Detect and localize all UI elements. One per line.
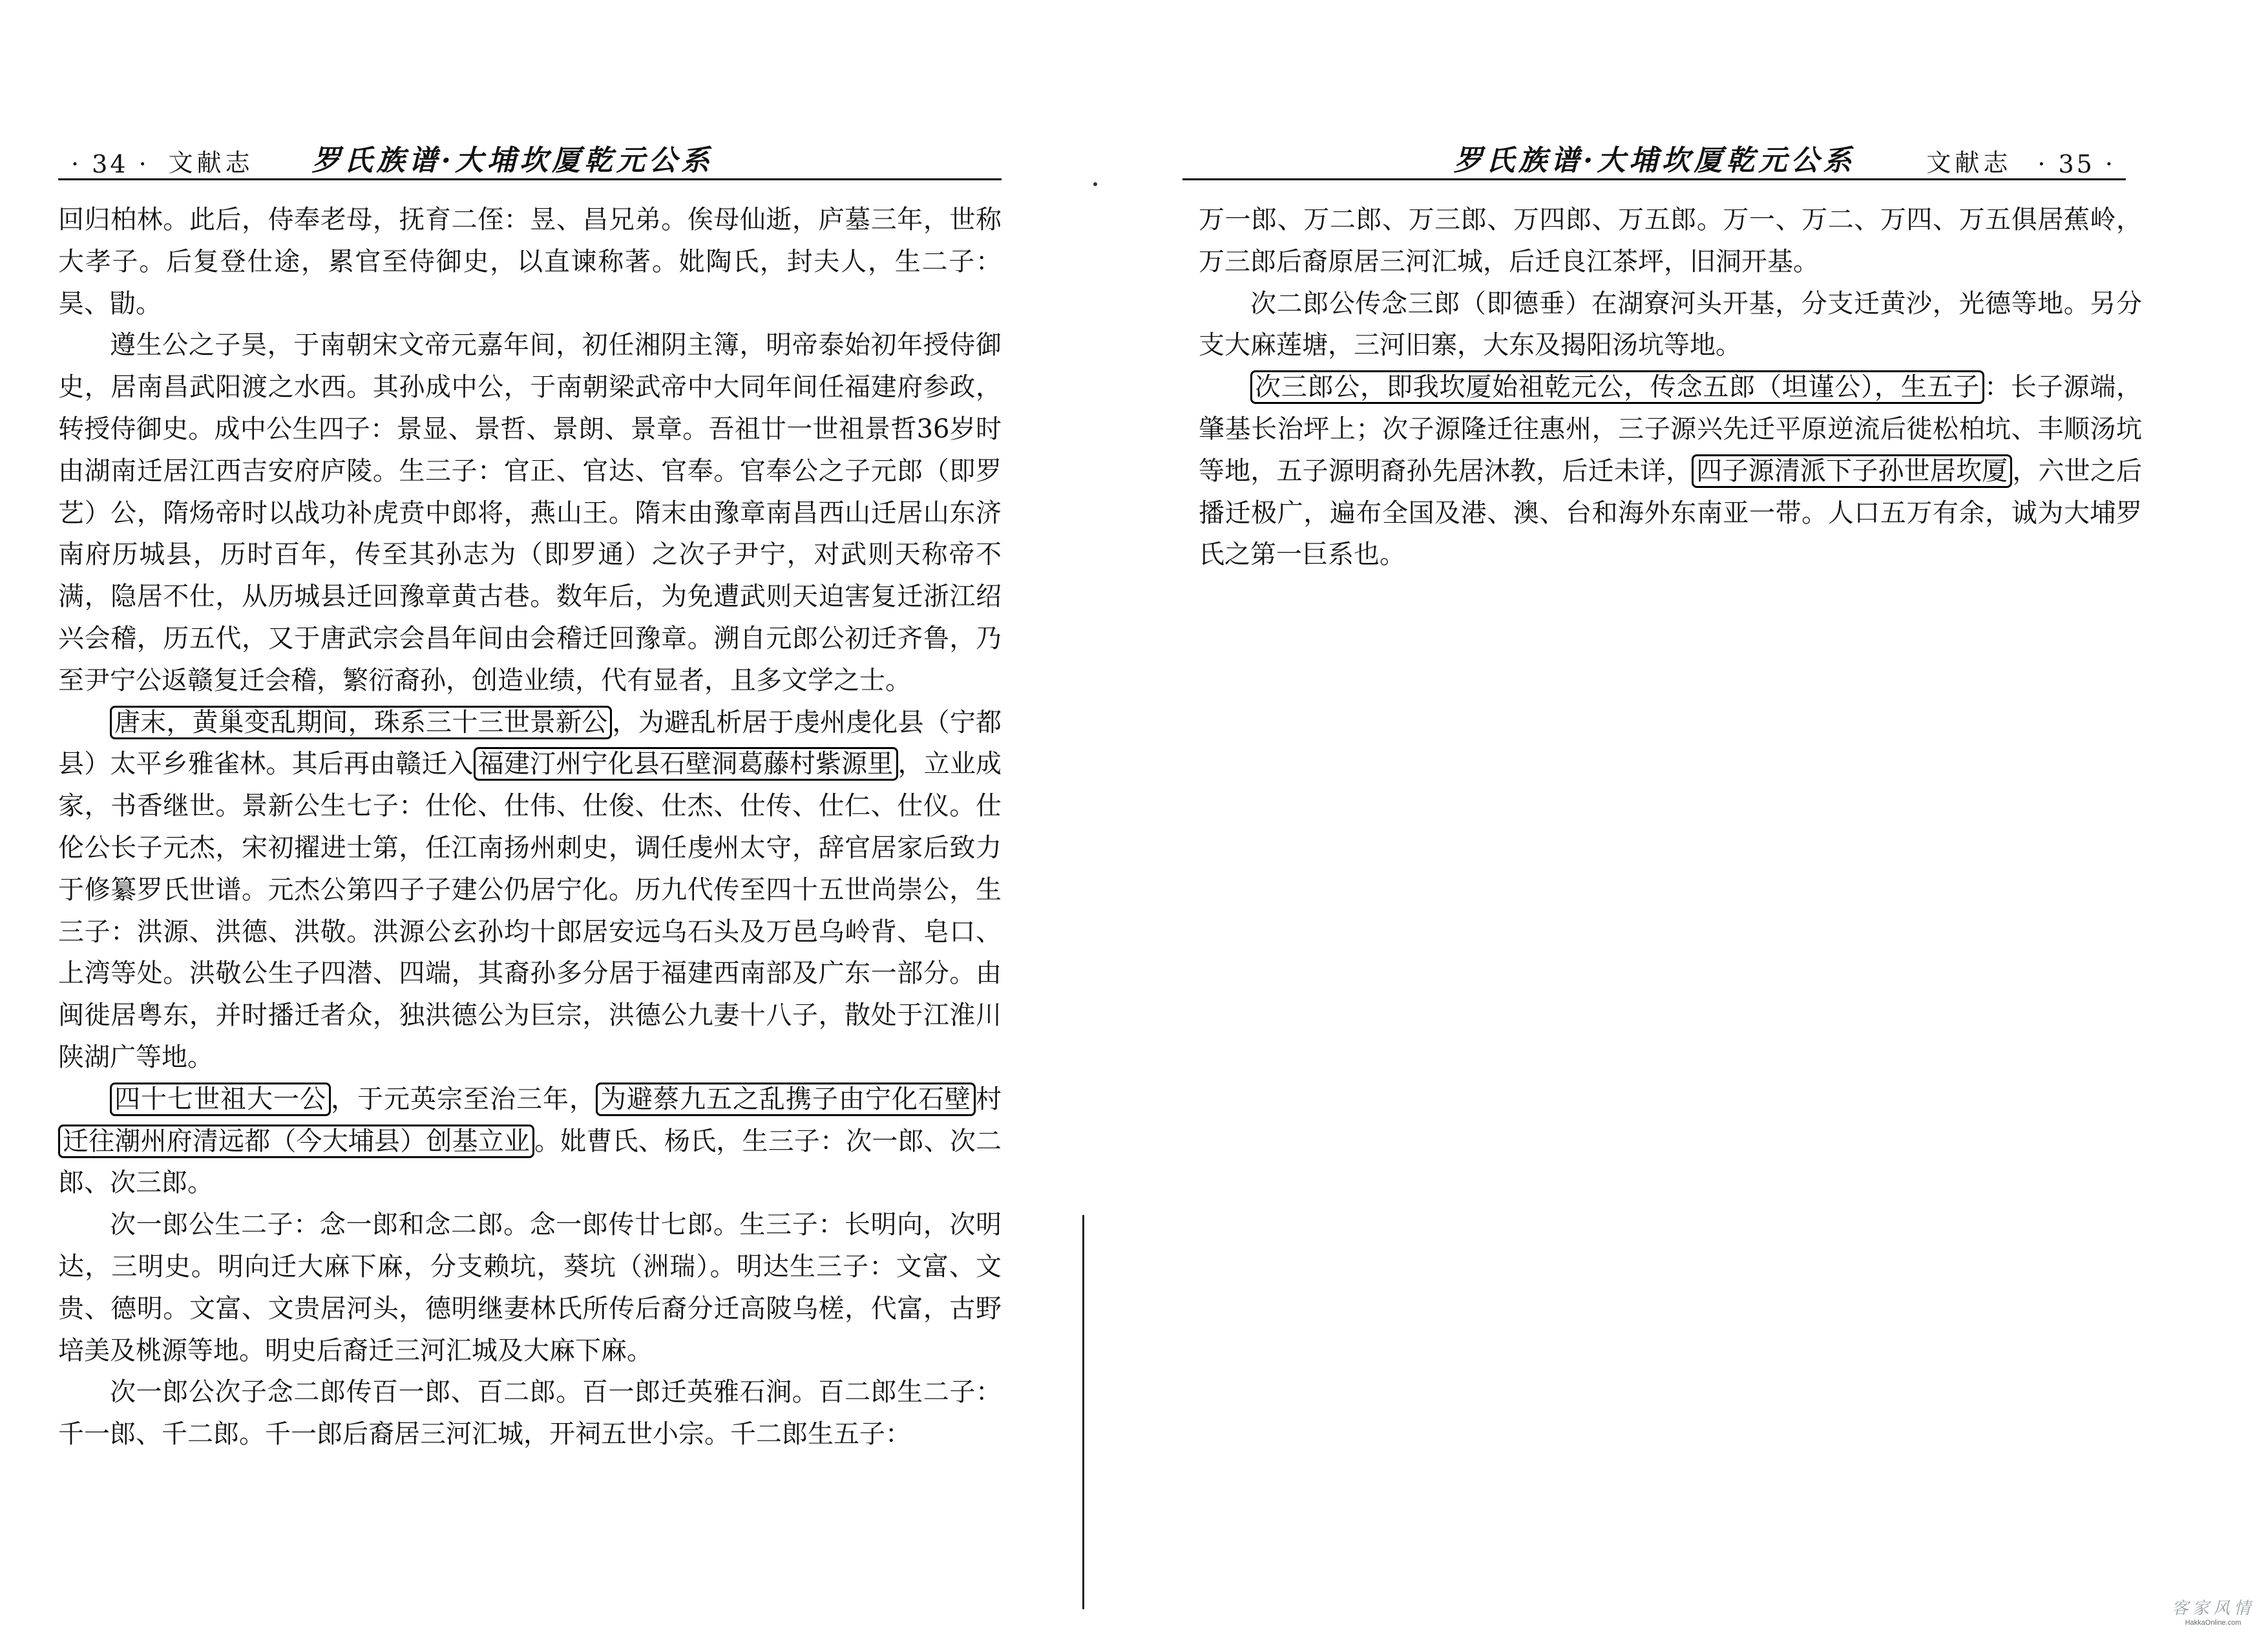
paragraph xyxy=(58,1204,1002,1371)
watermark-url: HakkaOnline.com xyxy=(2185,1619,2242,1627)
text-segment: 万一郎、万二郎、万三郎、万四郎、万五郎。万一、万二、万四、万五俱居蕉岭，万三郎后裔原居三河汇城，后迁良江茶坪，旧洞开基。 xyxy=(1199,205,2142,277)
paragraph xyxy=(58,199,1002,324)
left-page-header xyxy=(71,137,1008,178)
boxed-phrase: 唐末，黄巢变乱期间，珠系三十三世景新公 xyxy=(110,706,612,739)
left-page-body xyxy=(58,199,1002,1455)
right-header-rule xyxy=(1182,178,2126,180)
right-page-body xyxy=(1199,199,2142,576)
text-segment: 回归柏林。此后，侍奉老母，抚育二侄：昱、昌兄弟。俟母仙逝，庐墓三年，世称大孝子。后复登仕途，累官至侍御史，以直谏称著。妣陶氏，封夫人，生二子：昊、勖。 xyxy=(58,205,1002,319)
text-segment: 村 xyxy=(976,1084,1002,1114)
left-header-rule xyxy=(58,178,1002,180)
text-segment: ，立业成家，书香继世。景新公生七子：仕伦、仕伟、仕俊、仕杰、仕传、仕仁、仕仪。仕伦公长子元杰，宋初擢进士第，任江南扬州刺史，调任虔州太守，辞官居家后致力于修纂罗氏世谱。元杰公第四子子建公仍居宁化。历九代传至四十五世尚崇公，生三子：洪源、洪德、洪敬。洪源公玄孙均十郎居安远乌石头及万邑乌岭背、皂口、上湾等处。洪敬公生子四潜、四端，其裔孙多分居于福建西南部及广东一部分。由闽徙居粤东，并时播迁者众，独洪德公为巨宗，洪德公九妻十八子，散处于江淮川陕湖广等地。 xyxy=(58,749,1002,1072)
right-book-title: 罗氏族谱·大埔坎厦乾元公系 xyxy=(1454,144,1856,177)
text-segment: ，于元英宗至治三年， xyxy=(331,1084,596,1114)
text-segment: 遵生公之子昊，于南朝宋文帝元嘉年间，初任湘阴主簿，明帝泰始初年授侍御史，居南昌武阳渡之水西。其孙成中公，于南朝梁武帝中大同年间任福建府参政，转授侍御史。成中公生四子：景显、景哲、景朗、景章。吾祖廿一世祖景哲36岁时由湖南迁居江西吉安府庐陵。生三子：官正、官达、官奉。官奉公之子元郎（即罗艺）公，隋炀帝时以战功补虎贲中郎将，燕山王。隋末由豫章南昌西山迁居山东济南府历城县，历时百年，传至其孙志为（即罗通）之次子尹宁，对武则天称帝不满，隐居不仕，从历城县迁回豫章黄古巷。数年后，为免遭武则天迫害复迁浙江绍兴会稽，历五代，又于唐武宗会昌年间由会稽迁回豫章。溯自元郎公初迁齐鲁，乃至尹宁公返赣复迁会稽，繁衍裔孙，创造业绩，代有显者，且多文学之士。 xyxy=(58,330,1002,695)
boxed-phrase: 福建汀州宁化县石壁洞葛藤村紫源里 xyxy=(474,747,898,781)
text-segment: ：长子源端，肇基长治坪上；次子源隆迁往惠州，三子源兴先迁平原逆流后徙松柏坑、丰顺汤坑等地，五子源明裔孙先居沐教，后迁未详， xyxy=(1199,372,2143,486)
left-book-title: 罗氏族谱·大埔坎厦乾元公系 xyxy=(311,144,714,177)
paragraph xyxy=(58,1371,1002,1455)
text-segment: ，六世之后播迁极广，遍布全国及港、澳、台和海外东南亚一带。人口五万有余，诚为大埔罗氏之第一巨系也。 xyxy=(1199,456,2143,570)
paragraph xyxy=(1199,283,2142,367)
paragraph xyxy=(1199,199,2142,283)
watermark-logo: 客家风情 xyxy=(2171,1598,2254,1618)
right-page-number: · 35 · xyxy=(2037,150,2116,178)
paragraph xyxy=(58,324,1002,701)
boxed-phrase: 四十七世祖大一公 xyxy=(110,1083,331,1116)
boxed-phrase: 四子源清派下子孙世居坎厦 xyxy=(1692,454,2012,488)
gutter-dot xyxy=(1093,182,1097,186)
boxed-phrase: 为避蔡九五之乱携子由宁化石壁 xyxy=(596,1083,976,1116)
boxed-phrase: 迁往潮州府清远都（今大埔县）创基立业 xyxy=(58,1125,534,1158)
paragraph xyxy=(58,1079,1002,1204)
right-section-title: 文献志 xyxy=(1926,149,2012,177)
boxed-phrase: 次三郎公，即我坎厦始祖乾元公，传念五郎（坦谨公），生五子 xyxy=(1250,370,1984,404)
left-page xyxy=(0,0,1092,1648)
text-segment: 次一郎公次子念二郎传百一郎、百二郎。百一郎迁英雅石涧。百二郎生二子：千一郎、千二郎。千一郎后裔居三河汇城，开祠五世小宗。千二郎生五子： xyxy=(58,1377,1002,1450)
text-segment: 。妣曹氏、杨氏，生三子：次一郎、次二郎、次三郎。 xyxy=(58,1126,1002,1198)
site-watermark xyxy=(2171,1595,2255,1627)
paragraph xyxy=(58,702,1002,1079)
left-page-number: · 34 · xyxy=(71,150,149,178)
text-segment: 次一郎公生二子：念一郎和念二郎。念一郎传廿七郎。生三子：长明向，次明达，三明史。明向迁大麻下麻，分支赖坑，葵坑（洲瑞）。明达生三子：文富、文贵、德明。文富、文贵居河头，德明继妻林氏所传后裔分迁高陂乌槎，代富，古野培美及桃源等地。明史后裔迁三河汇城及大麻下麻。 xyxy=(58,1210,1002,1366)
right-page-header xyxy=(1182,137,2126,178)
gutter-line xyxy=(1082,1215,1084,1609)
right-page xyxy=(1182,0,2268,1648)
left-section-title: 文献志 xyxy=(168,149,254,177)
text-segment: ，为避乱析居于虔州虔化县（宁都县）太平乡雅雀林。其后再由赣迁入 xyxy=(58,707,1002,779)
paragraph xyxy=(1199,366,2142,576)
text-segment: 次二郎公传念三郎（即德垂）在湖寮河头开基，分支迁黄沙，光德等地。另分支大麻莲塘，三河旧寨，大东及揭阳汤坑等地。 xyxy=(1199,288,2142,361)
